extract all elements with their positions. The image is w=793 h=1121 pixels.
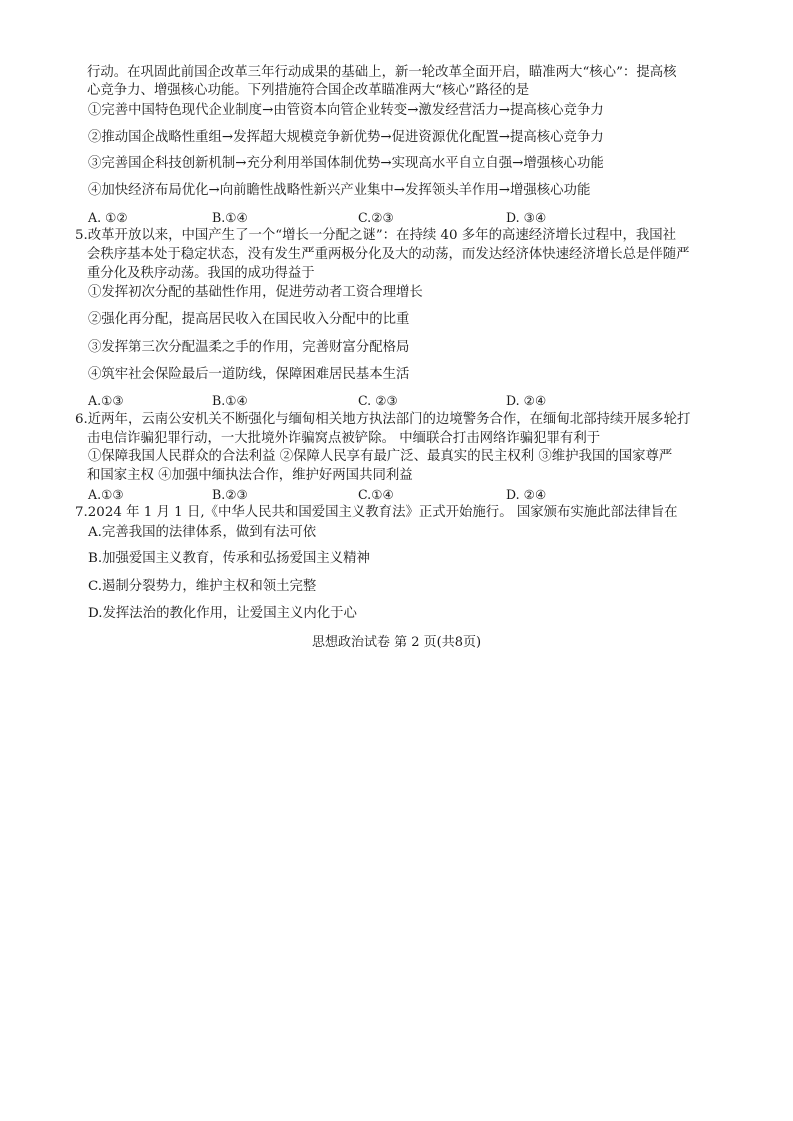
q4-item-2: ②推动国企战略性重组→发挥超大规模竞争新优势→促进资源优化配置→提高核心竞争力 [88,130,604,145]
q7-option-c: C.遏制分裂势力，维护主权和领土完整 [88,579,317,594]
q4-option-a: A. ①② [88,210,128,225]
q4-stem-line-2: 心竞争力、增强核心功能。下列措施符合国企改革瞄准两大“核心”路径的是 [87,83,530,98]
q4-stem-line-1: 行动。在巩固此前国企改革三年行动成果的基础上，新一轮改革全面开启，瞄准两大“核心”：提高核 [87,65,677,80]
q4-option-d: D. ③④ [506,210,547,225]
q7-option-a: A.完善我国的法律体系，做到有法可依 [88,525,317,540]
q5-option-d: D. ②④ [506,393,547,408]
q4-item-4: ④加快经济布局优化→向前瞻性战略性新兴产业集中→发挥领头羊作用→增强核心功能 [88,183,591,198]
q6-option-b: B.②③ [212,487,248,502]
q4-option-b: B.①④ [212,210,248,225]
q5-stem-line-2: 会秩序基本处于稳定状态，没有发生严重两极分化及大的动荡，而发达经济体快速经济增长总是伴随严 [87,247,690,262]
q6-items-line-2: 和国家主权 ④加强中缅执法合作，维护好两国共同利益 [87,468,413,483]
q5-option-c: C. ②③ [358,393,398,408]
q5-item-1: ①发挥初次分配的基础性作用，促进劳动者工资合理增长 [88,285,423,300]
q6-stem-line-1: 6.近两年，云南公安机关不断强化与缅甸相关地方执法部门的边境警务合作，在缅甸北部持续开展多轮打 [75,412,691,427]
q4-item-3: ③完善国企科技创新机制→充分利用举国体制优势→实现高水平自立自强→增强核心功能 [88,156,604,171]
q7-stem: 7.2024 年 1 月 1 日,《中华人民共和国爱国主义教育法》正式开始施行。 国家颁布实施此部法律旨在 [75,505,678,520]
q7-option-b: B.加强爱国主义教育，传承和弘扬爱国主义精神 [88,551,370,566]
q6-items-line-1: ①保障我国人民群众的合法利益 ②保障人民享有最广泛、最真实的民主权利 ③维护我国的国家尊严 [88,449,673,464]
q4-item-1: ①完善中国特色现代企业制度→由管资本向管企业转变→激发经营活力→提高核心竞争力 [88,103,604,118]
q6-option-d: D. ②④ [506,487,547,502]
q5-item-2: ②强化再分配，提高居民收入在国民收入分配中的比重 [88,312,410,327]
q5-stem-line-3: 重分化及秩序动荡。我国的成功得益于 [87,266,315,281]
q5-option-a: A.①③ [88,393,124,408]
q7-option-d: D.发挥法治的教化作用，让爱国主义内化于心 [88,606,357,621]
page-footer: 思想政治试卷 第 2 页(共8页) [311,635,482,650]
q5-option-b: B.①④ [212,393,248,408]
q6-option-a: A.①③ [88,487,124,502]
q6-option-c: C.①④ [358,487,394,502]
q5-item-4: ④筑牢社会保险最后一道防线，保障困难居民基本生活 [88,367,410,382]
q6-stem-line-2: 击电信诈骗犯罪行动，一大批境外诈骗窝点被铲除。 中缅联合打击网络诈骗犯罪有利于 [87,431,601,446]
q5-stem-line-1: 5.改革开放以来，中国产生了一个“增长一分配之谜”：在持续 40 多年的高速经济增长过程中，我国社 [75,228,677,243]
q5-item-3: ③发挥第三次分配温柔之手的作用，完善财富分配格局 [88,340,410,355]
q4-option-c: C.②③ [358,210,394,225]
